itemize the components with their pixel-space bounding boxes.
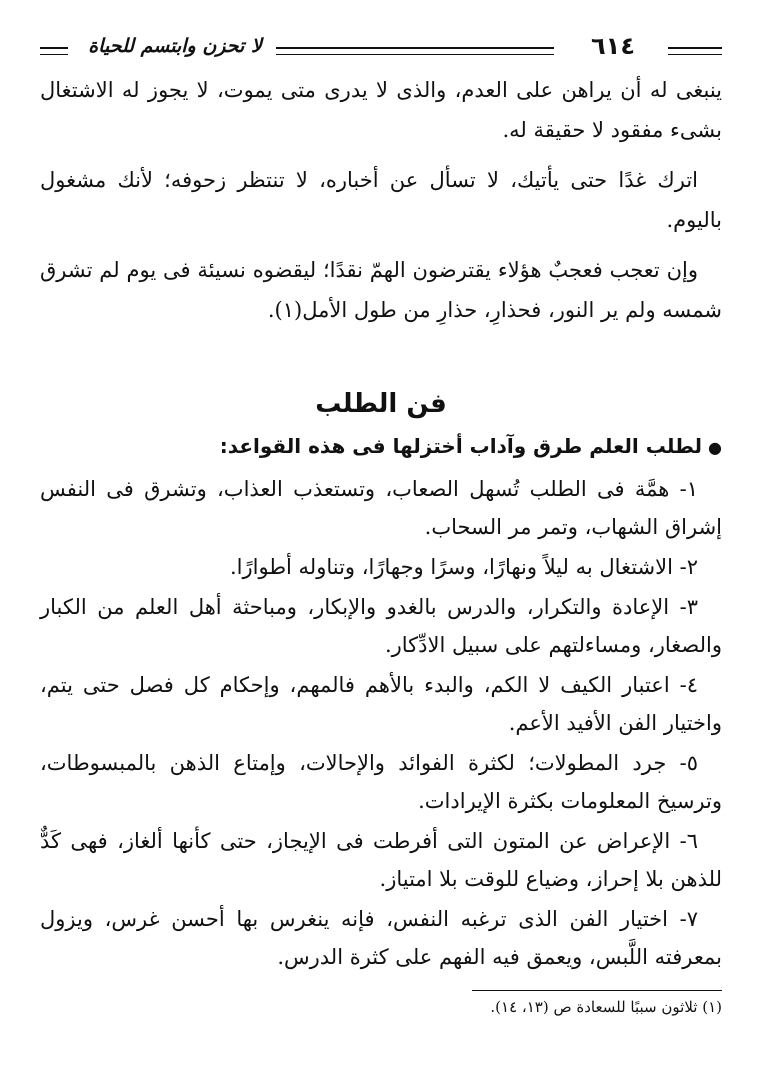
- rule-item: ٥- جرد المطولات؛ لكثرة الفوائد والإحالات، وإمتاع الذهن بالمبسوطات، وترسيخ المعلومات بكثرة الإيرادات.: [40, 751, 722, 813]
- footnote-divider: [472, 990, 722, 991]
- body-paragraph: وإن تعجب فعجبٌ هؤلاء يقترضون الهمّ نقدًا؛ ليقضوه نسيئة فى يوم لم تشرق شمسه ولم ير النور، فحذارِ، حذارِ من طول الأمل(١).: [40, 258, 722, 322]
- section-intro-text: لطلب العلم طرق وآداب أختزلها فى هذه القواعد:: [219, 434, 703, 458]
- header-rule: [276, 47, 554, 55]
- body-paragraph: ينبغى له أن يراهن على العدم، والذى لا يدرى متى يموت، لا يجوز له الاشتغال بشىء مفقود لا حقيقة له.: [40, 78, 722, 142]
- page-number: ٦١٤: [591, 32, 635, 60]
- footnote: (١) ثلاثون سببًا للسعادة ص (١٣، ١٤).: [490, 998, 722, 1016]
- rule-item: ٤- اعتبار الكيف لا الكم، والبدء بالأهم فالمهم، وإحكام كل فصل حتى يتم، واختيار الفن الأفيد الأعم.: [40, 673, 722, 735]
- running-header: [40, 30, 722, 66]
- section-intro: [40, 426, 722, 468]
- rule-item: ٢- الاشتغال به ليلاً ونهارًا، وسرًا وجهارًا، وتناوله أطوارًا.: [229, 555, 698, 579]
- section-title: فن الطلب: [315, 389, 447, 419]
- body-paragraph: اترك غدًا حتى يأتيك، لا تسأل عن أخباره، لا تنتظر زحوفه؛ لأنك مشغول باليوم.: [40, 168, 722, 232]
- rule-item: ٣- الإعادة والتكرار، والدرس بالغدو والإبكار، ومباحثة أهل العلم من الكبار والصغار، ومساءلتهم على سبيل الادِّكار.: [40, 595, 722, 657]
- book-title: لا تحزن وابتسم للحياة: [88, 35, 262, 57]
- bullet-icon: ●: [708, 438, 722, 457]
- rule-item: ٦- الإعراض عن المتون التى أفرطت فى الإيجاز، حتى كأنها ألغاز، فهى كَدٌّ للذهن بلا إحراز، وضياع للوقت بلا امتياز.: [40, 829, 722, 891]
- book-page: [40, 30, 722, 1019]
- header-rule: [40, 47, 68, 55]
- rule-item: ١- همَّة فى الطلب تُسهل الصعاب، وتستعذب العذاب، وتشرق فى النفس إشراق الشهاب، وتمر مر السحاب.: [40, 477, 722, 539]
- rule-item: ٧- اختيار الفن الذى ترغبه النفس، فإنه ينغرس بها أحسن غرس، ويزول بمعرفته اللَّبس، ويعمق فيه الفهم على كثرة الدرس.: [40, 907, 722, 969]
- header-rule: [668, 47, 722, 55]
